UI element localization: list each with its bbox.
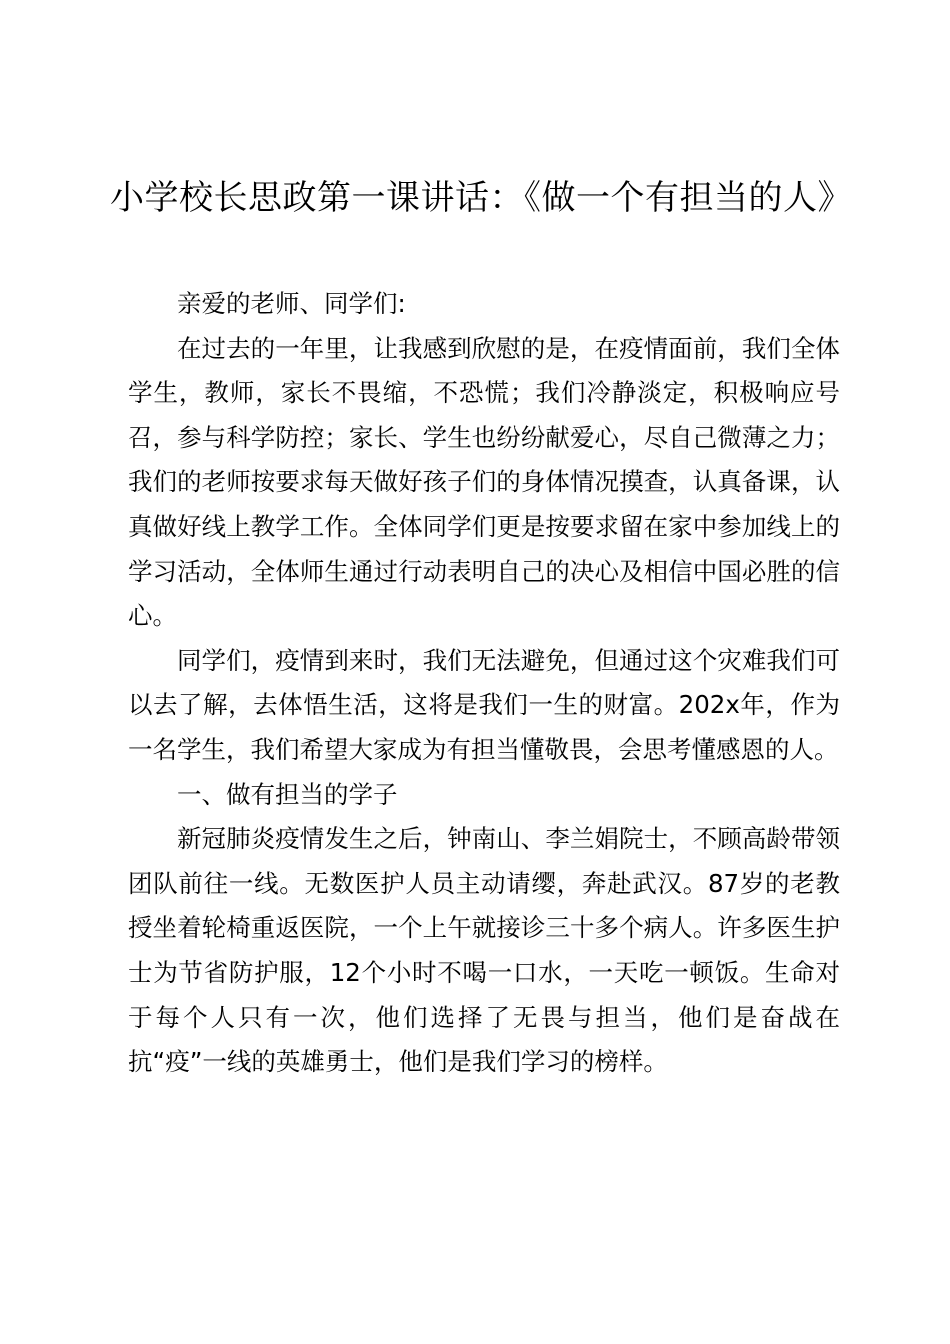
document-body <box>128 282 840 1085</box>
body-paragraph: 在过去的一年里，让我感到欣慰的是，在疫情面前，我们全体学生，教师，家长不畏缩，不恐慌；我们冷静淡定，积极响应号召，参与科学防控；家长、学生也纷纷献爱心，尽自己微薄之力；我们的老师按要求每天做好孩子们的身体情况摸查，认真备课，认真做好线上教学工作。全体同学们更是按要求留在家中参加线上的学习活动，全体师生通过行动表明自己的决心及相信中国必胜的信心。 <box>128 333 840 631</box>
body-paragraph: 同学们，疫情到来时，我们无法避免，但通过这个灾难我们可以去了解，去体悟生活，这将是我们一生的财富。202x年，作为一名学生，我们希望大家成为有担当懂敬畏，会思考懂感恩的人。 <box>128 645 840 764</box>
document-title: 小学校长思政第一课讲话：《做一个有担当的人》 <box>110 178 852 218</box>
greeting: 亲爱的老师、同学们: <box>177 289 406 318</box>
section-heading: 一、做有担当的学子 <box>177 779 398 809</box>
section-paragraph: 新冠肺炎疫情发生之后，钟南山、李兰娟院士，不顾高龄带领团队前往一线。无数医护人员主动请缨，奔赴武汉。87岁的老教授坐着轮椅重返医院，一个上午就接诊三十多个病人。许多医生护士为节省防护服，12个小时不喝一口水，一天吃一顿饭。生命对于每个人只有一次，他们选择了无畏与担当，他们是奋战在抗“疫”一线的英雄勇士，他们是我们学习的榜样。 <box>128 824 840 1077</box>
